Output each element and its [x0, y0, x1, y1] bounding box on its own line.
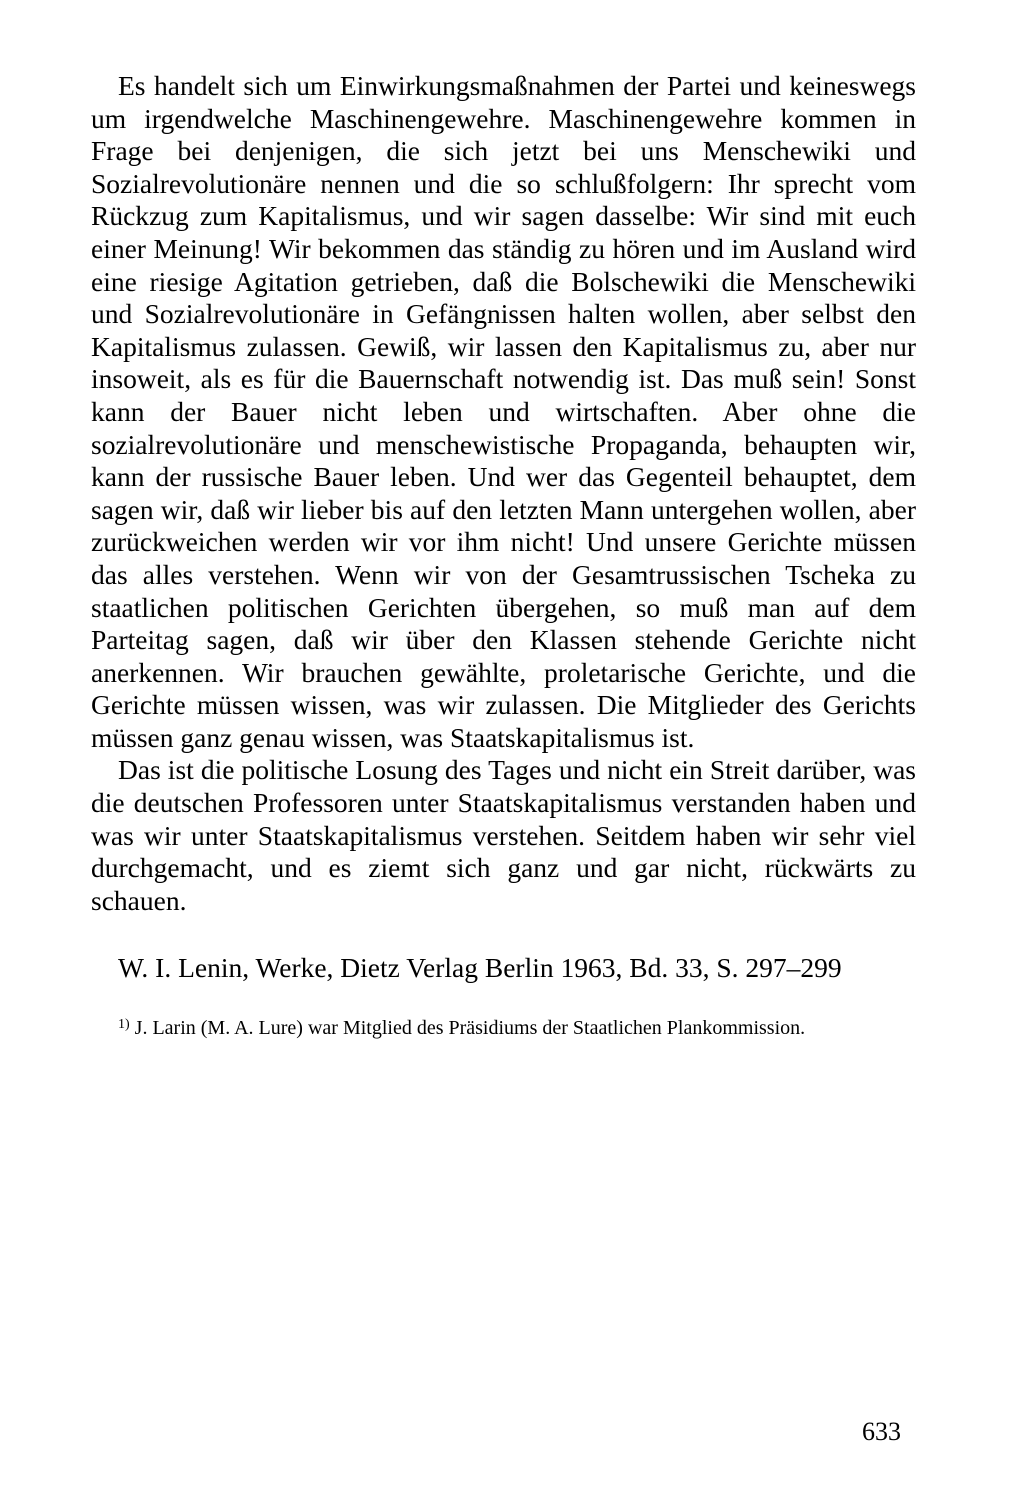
paragraph-1: Es handelt sich um Einwirkungsmaßnahmen der Partei und keineswegs um irgendwelche Maschinengewehre. Maschinengewehre kommen in Frage bei denjenigen, die sich jetzt bei uns Menschewiki und Sozialrevolutionäre nennen und die so schlußfolgern: Ihr sprecht vom Rückzug zum Kapitalismus, und wir sagen dasselbe: Wir sind mit euch einer Meinung! Wir bekommen das ständig zu hören und im Ausland wird eine riesige Agitation getrieben, daß die Bolschewiki die Menschewiki und Sozialrevolutionäre in Gefängnissen halten wollen, aber selbst den Kapitalismus zulassen. Gewiß, wir lassen den Kapitalismus zu, aber nur insoweit, als es für die Bauernschaft notwendig ist. Das muß sein! Sonst kann der Bauer nicht leben und wirtschaften. Aber ohne die sozialrevolutionäre und menschewistische Propaganda, behaupten wir, kann der russische Bauer leben. Und wer das Gegenteil behauptet, dem sagen wir, daß wir lieber bis auf den letzten Mann untergehen wollen, aber zurückweichen werden wir vor ihm nicht! Und unsere Gerichte müssen das alles verstehen. Wenn wir von der Gesamtrussischen Tscheka zu staatlichen politischen Gerichten übergehen, so muß man auf dem Parteitag sagen, daß wir über den Klassen stehende Gerichte nicht anerkennen. Wir brauchen gewählte, proletarische Gerichte, und die Gerichte müssen wissen, was wir zulassen. Die Mitglieder des Gerichts müssen ganz genau wissen, was Staatskapitalismus ist.	[91, 70, 916, 753]
footnote	[91, 1016, 916, 1041]
footnote-marker: 1)	[118, 1017, 130, 1032]
footnote-text: J. Larin (M. A. Lure) war Mitglied des Präsidiums der Staatlichen Plankommission.	[129, 1017, 806, 1039]
main-text	[91, 70, 916, 917]
paragraph-2: Das ist die politische Losung des Tages und nicht ein Streit darüber, was die deutschen Professoren unter Staatskapitalismus verstanden haben und was wir unter Staatskapitalismus verstehen. Seitdem haben wir sehr viel durchgemacht, und es ziemt sich ganz und gar nicht, rückwärts zu schauen.	[91, 754, 916, 916]
source-citation: W. I. Lenin, Werke, Dietz Verlag Berlin 1963, Bd. 33, S. 297–299	[118, 952, 842, 983]
page-number: 633	[862, 1417, 901, 1446]
